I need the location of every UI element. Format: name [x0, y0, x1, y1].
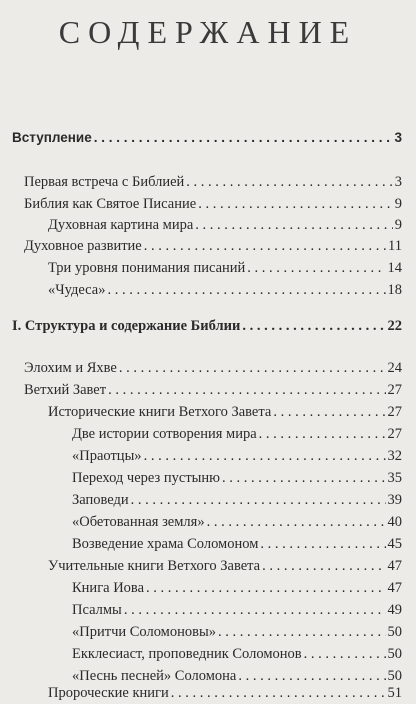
- toc-entry-page: 49: [387, 602, 402, 618]
- toc-entry: [24, 358, 402, 378]
- toc-entry: [24, 380, 402, 400]
- toc-entry-label: Библия как Святое Писание: [24, 196, 197, 212]
- leader-dots: [119, 358, 386, 378]
- toc-entry-label: Ветхий Завет: [24, 382, 107, 398]
- toc-entry-page: 3: [394, 174, 402, 190]
- toc-entry-label: Переход через пустыню: [72, 470, 220, 486]
- toc-entry-page: 51: [387, 685, 402, 701]
- toc-entry-label: Элохим и Яхве: [24, 360, 117, 376]
- leader-dots: [171, 683, 386, 703]
- leader-dots: [218, 622, 386, 642]
- leader-dots: [144, 236, 386, 256]
- toc-entry-page: 14: [387, 260, 402, 276]
- leader-dots: [207, 512, 386, 532]
- toc-entry-label: Книга Иова: [72, 580, 145, 596]
- leader-dots: [107, 280, 385, 300]
- toc-entry: [72, 534, 402, 554]
- toc-entry: [12, 316, 402, 336]
- leader-dots: [273, 402, 385, 422]
- toc-entry-label: Заповеди: [72, 492, 129, 508]
- leader-dots: [259, 424, 386, 444]
- toc-entry-page: 24: [387, 360, 402, 376]
- leader-dots: [94, 128, 393, 148]
- toc-entry-page: 40: [387, 514, 402, 530]
- toc-entry: [72, 490, 402, 510]
- toc-entry-label: «Притчи Соломоновы»: [72, 624, 216, 640]
- toc-entry-page: 9: [394, 196, 402, 212]
- leader-dots: [242, 316, 385, 336]
- leader-dots: [131, 490, 386, 510]
- toc-entry-page: 3: [394, 130, 402, 145]
- toc-entry-page: 45: [387, 536, 402, 552]
- toc-entry-label: Первая встреча с Библией: [24, 174, 185, 190]
- toc-entry: [48, 258, 402, 278]
- toc-entry: [12, 128, 402, 148]
- toc-entry: [24, 172, 402, 192]
- toc-entry: [48, 215, 402, 235]
- toc-entry-page: 50: [387, 668, 402, 684]
- toc-entry: [72, 512, 402, 532]
- toc-entry-page: 50: [387, 646, 402, 662]
- toc-entry-label: Псалмы: [72, 602, 122, 618]
- toc-entry-label: Духовная картина мира: [48, 217, 194, 233]
- toc-entry-label: «Праотцы»: [72, 448, 142, 464]
- leader-dots: [144, 446, 386, 466]
- toc-entry: [24, 194, 402, 214]
- toc-entry: [48, 683, 402, 703]
- page-title: СОДЕРЖАНИЕ: [58, 14, 358, 50]
- toc-entry: [24, 236, 402, 256]
- toc-entry-page: 39: [387, 492, 402, 508]
- toc-entry: [72, 644, 402, 664]
- toc-entry-label: «Песнь песней» Соломона: [72, 668, 237, 684]
- toc-entry-page: 9: [394, 217, 402, 233]
- toc-entry-label: Две истории сотворения мира: [72, 426, 257, 442]
- toc-entry-label: I. Структура и содержание Библии: [12, 318, 241, 334]
- toc-entry-label: Пророческие книги: [48, 685, 169, 701]
- leader-dots: [222, 468, 386, 488]
- leader-dots: [124, 600, 386, 620]
- toc-entry: [72, 424, 402, 444]
- toc-entry-label: Духовное развитие: [24, 238, 142, 254]
- toc-entry-page: 22: [387, 318, 402, 334]
- toc-entry-label: Возведение храма Соломоном: [72, 536, 259, 552]
- toc-entry-label: «Чудеса»: [48, 282, 106, 298]
- toc-entry: [72, 446, 402, 466]
- toc-entry: [48, 556, 402, 576]
- toc-entry-label: Исторические книги Ветхого Завета: [48, 404, 272, 420]
- leader-dots: [195, 215, 392, 235]
- toc-entry-label: Учительные книги Ветхого Завета: [48, 558, 261, 574]
- toc-entry-label: Вступление: [12, 130, 92, 145]
- leader-dots: [304, 644, 386, 664]
- toc-entry: [48, 280, 402, 300]
- leader-dots: [198, 194, 393, 214]
- leader-dots: [262, 556, 385, 576]
- toc-entry: [72, 600, 402, 620]
- toc-entry: [72, 622, 402, 642]
- toc-entry-label: Три уровня понимания писаний: [48, 260, 246, 276]
- toc-entry-page: 47: [387, 558, 402, 574]
- toc-entry-page: 27: [387, 404, 402, 420]
- leader-dots: [247, 258, 385, 278]
- toc-entry-page: 27: [387, 426, 402, 442]
- leader-dots: [108, 380, 385, 400]
- toc-entry: [72, 578, 402, 598]
- toc-entry-page: 11: [388, 238, 402, 254]
- leader-dots: [146, 578, 385, 598]
- toc-entry-page: 27: [387, 382, 402, 398]
- toc-entry-label: «Обетованная земля»: [72, 514, 205, 530]
- toc-entry-page: 50: [387, 624, 402, 640]
- toc-entry-page: 35: [387, 470, 402, 486]
- toc-entry-page: 47: [387, 580, 402, 596]
- leader-dots: [186, 172, 392, 192]
- leader-dots: [260, 534, 385, 554]
- toc-entry-label: Екклесиаст, проповедник Соломонов: [72, 646, 302, 662]
- toc-entry: [72, 468, 402, 488]
- toc-entry-page: 32: [387, 448, 402, 464]
- toc-entry-page: 18: [387, 282, 402, 298]
- toc-entry: [48, 402, 402, 422]
